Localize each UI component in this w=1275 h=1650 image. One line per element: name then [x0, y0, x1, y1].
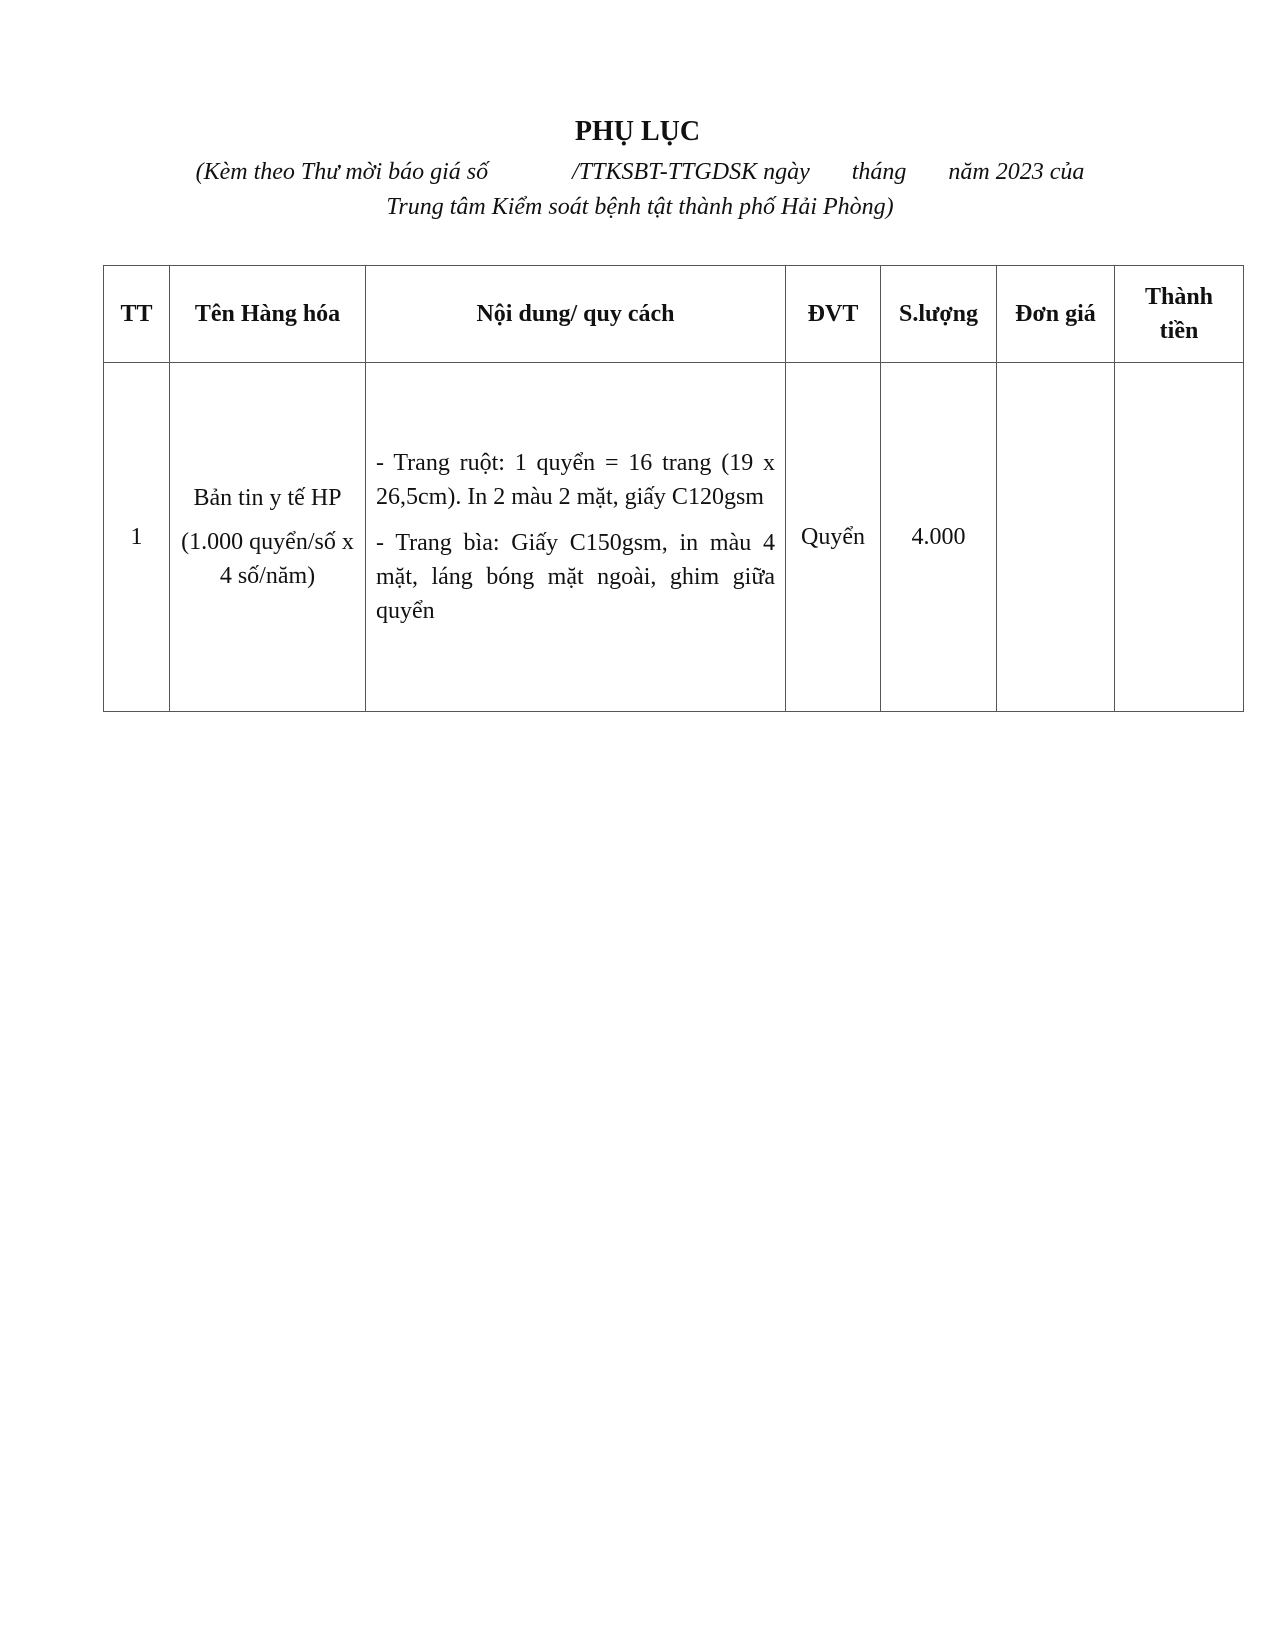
spec-line-1: - Trang ruột: 1 quyển = 16 trang (19 x 26,5cm). In 2 màu 2 mặt, giấy C120gsm — [376, 450, 775, 510]
header-tt: TT — [104, 266, 170, 363]
item-name: Bản tin y tế HP — [193, 485, 342, 511]
cell-noi-dung — [366, 363, 786, 712]
quotation-table — [103, 265, 1244, 712]
cell-don-gia — [997, 363, 1115, 712]
header-thanh-tien: Thành tiền — [1115, 266, 1244, 363]
document-subtitle — [100, 155, 1180, 225]
header-don-gia: Đơn giá — [997, 266, 1115, 363]
table-body — [104, 363, 1244, 712]
subtitle-line-2: Trung tâm Kiểm soát bệnh tật thành phố Hải Phòng) — [386, 194, 894, 220]
cell-ten-hang-hoa — [170, 363, 366, 712]
spec-line-2: - Trang bìa: Giấy C150gsm, in màu 4 mặt, láng bóng mặt ngoài, ghim giữa quyển — [376, 530, 775, 624]
table-row — [104, 363, 1244, 712]
header-row — [104, 266, 1244, 363]
table-header — [104, 266, 1244, 363]
cell-thanh-tien — [1115, 363, 1244, 712]
cell-dvt: Quyển — [786, 363, 881, 712]
subtitle-line-1: (Kèm theo Thư mời báo giá số /TTKSBT-TTGDSK ngày tháng năm 2023 của — [195, 159, 1085, 185]
header-so-luong: S.lượng — [881, 266, 997, 363]
cell-so-luong: 4.000 — [881, 363, 997, 712]
header-dvt: ĐVT — [786, 266, 881, 363]
header-noi-dung: Nội dung/ quy cách — [366, 266, 786, 363]
document-title: PHỤ LỤC — [574, 116, 701, 147]
cell-tt: 1 — [104, 363, 170, 712]
item-name-note: (1.000 quyển/số x 4 số/năm) — [181, 529, 354, 589]
header-ten-hang-hoa: Tên Hàng hóa — [170, 266, 366, 363]
